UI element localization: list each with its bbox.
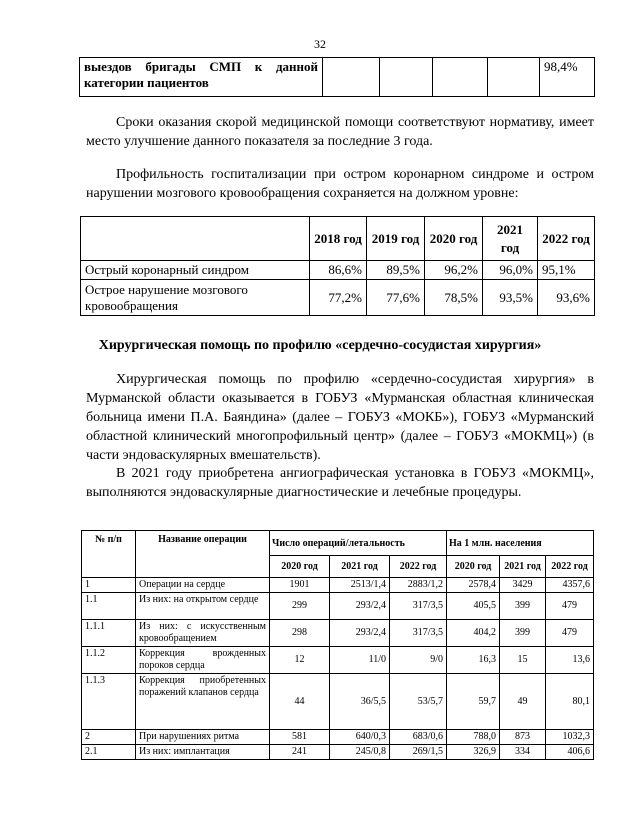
row-num: 1.1.1 (82, 620, 136, 647)
page-number: 32 (314, 37, 326, 51)
table-row: 2.1 Из них: имплантация 241 245/0,8 269/1,5 326,9 334 406,6 (82, 745, 594, 760)
table-row: Острое нарушение мозгового кровообращения 77,2% 77,6% 78,5% 93,5% 93,6% (81, 280, 595, 316)
row-name: Из них: имплантация (136, 745, 270, 760)
table-header-row (82, 531, 594, 556)
profile-table (80, 216, 595, 316)
row-num: 1 (82, 578, 136, 593)
row-name: Из них: с искусственным кровообращением (136, 620, 270, 647)
section-heading: Хирургическая помощь по профилю «сердечно-сосудистая хирургия» (98, 338, 542, 353)
col-header: 2022 год (538, 217, 595, 261)
row-name: Операции на сердце (136, 578, 270, 593)
table-row: 1.1.1 Из них: с искусственным кровообращением 298 293/2,4 317/3,5 404,2 399 479 (82, 620, 594, 647)
col-subheader: 2021 год (500, 556, 546, 578)
col-header: 2018 год (310, 217, 367, 261)
col-subheader: 2022 год (390, 556, 447, 578)
row-num: 2 (82, 730, 136, 745)
col-header: На 1 млн. населения (447, 531, 594, 556)
table-row: 1.1.2 Коррекция врожденных пороков сердца 12 11/0 9/0 16,3 15 13,6 (82, 647, 594, 674)
row-num: 1.1 (82, 593, 136, 620)
table-header-row (81, 217, 595, 261)
operations-table (81, 530, 594, 760)
row-name: Из них: на открытом сердце (136, 593, 270, 620)
col-header: 2019 год (367, 217, 425, 261)
row-label: Острое нарушение мозгового кровообращения (81, 280, 310, 316)
row-name: Коррекция приобретенных поражений клапанов сердца (136, 674, 270, 730)
row-num: 1.1.3 (82, 674, 136, 730)
row-num: 2.1 (82, 745, 136, 760)
col-subheader: 2020 год (447, 556, 500, 578)
col-subheader: 2020 год (270, 556, 330, 578)
paragraph: Сроки оказания скорой медицинской помощи соответствуют нормативу, имеет место улучшение данного показателя за последние 3 года. (86, 115, 594, 149)
row-label: выездов бригады СМП к данной категории пациентов (80, 58, 323, 97)
col-header: Название операции (136, 531, 270, 578)
paragraph: В 2021 году приобретена ангиографическая установка в ГОБУЗ «МОКМЦ», выполняются эндоваскулярные диагностические и лечебные процедуры. (86, 466, 594, 500)
row-name: Коррекция врожденных пороков сердца (136, 647, 270, 674)
paragraph: Хирургическая помощь по профилю «сердечно-сосудистая хирургия» в Мурманской области оказывается в ГОБУЗ «Мурманская областная клиническая больница имени П.А. Баяндина» (далее – ГОБУЗ «МОКБ»), ГОБУЗ «Мурманский областной клинический многопрофильный центр» (далее – ГОБУЗ «МОКМЦ») (в части эндоваскулярных вмешательств). (86, 372, 594, 463)
col-header: Число операций/летальность (270, 531, 447, 556)
row-num: 1.1.2 (82, 647, 136, 674)
col-header: 2020 год (425, 217, 483, 261)
table-row: 1.1.3 Коррекция приобретенных поражений клапанов сердца 44 36/5,5 53/5,7 59,7 49 80,1 (82, 674, 594, 730)
col-subheader: 2021 год (330, 556, 390, 578)
table-row (80, 58, 595, 97)
col-subheader: 2022 год (546, 556, 594, 578)
table-row: Острый коронарный синдром 86,6% 89,5% 96,2% 96,0% 95,1% (81, 261, 595, 280)
paragraph: Профильность госпитализации при остром коронарном синдроме и остром нарушении мозгового кровообращения сохраняется на должном уровне: (86, 167, 594, 201)
table-row: 1 Операции на сердце 1901 2513/1,4 2883/1,2 2578,4 3429 4357,6 (82, 578, 594, 593)
row-label: Острый коронарный синдром (81, 261, 310, 280)
table-row: 1.1 Из них: на открытом сердце 299 293/2,4 317/3,5 405,5 399 479 (82, 593, 594, 620)
col-header: № п/п (82, 531, 136, 578)
col-header: 2021 год (483, 217, 538, 261)
continuation-table (79, 57, 595, 97)
cell-value: 98,4% (540, 58, 595, 97)
row-name: При нарушениях ритма (136, 730, 270, 745)
table-row: 2 При нарушениях ритма 581 640/0,3 683/0,6 788,0 873 1032,3 (82, 730, 594, 745)
